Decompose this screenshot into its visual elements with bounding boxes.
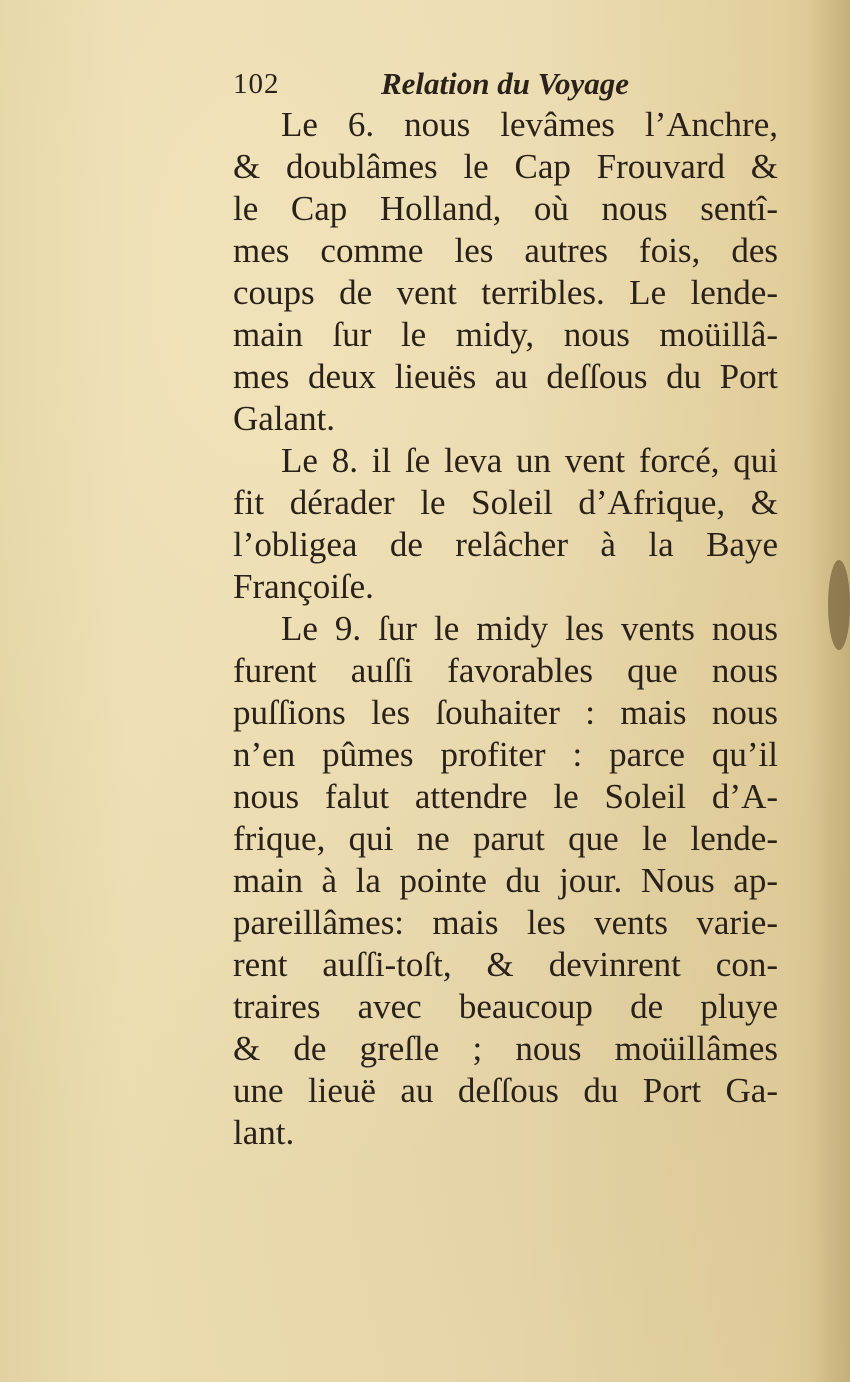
- text-line: nous falut attendre le Soleil d’A-: [233, 777, 778, 816]
- text-line: Françoiſe.: [233, 567, 374, 606]
- text-line: n’en pûmes profiter : parce qu’il: [233, 735, 778, 774]
- text-line: & de greſle ; nous moüillâmes: [233, 1029, 778, 1068]
- text-line: Le 8. il ſe leva un vent forcé, qui: [281, 441, 778, 480]
- page-gutter-shadow: [810, 0, 850, 1382]
- page-stain: [828, 560, 850, 650]
- text-line: Le 6. nous levâmes l’Anchre,: [281, 105, 778, 144]
- text-line: Le 9. ſur le midy les vents nous: [281, 609, 778, 648]
- text-line: main à la pointe du jour. Nous ap-: [233, 861, 778, 900]
- text-line: coups de vent terribles. Le lende-: [233, 273, 778, 312]
- text-line: le Cap Holland, où nous sentî-: [233, 189, 778, 228]
- text-line: pareillâmes: mais les vents varie-: [233, 903, 778, 942]
- running-title: Relation du Voyage: [381, 66, 630, 101]
- text-line: une lieuë au deſſous du Port Ga-: [233, 1071, 778, 1110]
- text-line: puſſions les ſouhaiter : mais nous: [233, 693, 778, 732]
- text-line: mes comme les autres fois, des: [233, 231, 778, 270]
- text-line: main ſur le midy, nous moüillâ-: [233, 315, 778, 354]
- text-line: & doublâmes le Cap Frouvard &: [233, 147, 778, 186]
- text-line: rent auſſi-toſt, & devinrent con-: [233, 945, 778, 984]
- text-line: fit dérader le Soleil d’Afrique, &: [233, 483, 778, 522]
- page-number: 102: [233, 68, 280, 100]
- text-line: mes deux lieuës au deſſous du Port: [233, 357, 778, 396]
- text-line: frique, qui ne parut que le lende-: [233, 819, 778, 858]
- text-line: Galant.: [233, 399, 336, 438]
- body-text: [233, 104, 778, 1154]
- text-line: traires avec beaucoup de pluye: [233, 987, 778, 1026]
- running-head: [233, 66, 793, 106]
- text-line: l’obligea de relâcher à la Baye: [233, 525, 778, 564]
- text-line: furent auſſi favorables que nous: [233, 651, 778, 690]
- text-line: lant.: [233, 1113, 295, 1152]
